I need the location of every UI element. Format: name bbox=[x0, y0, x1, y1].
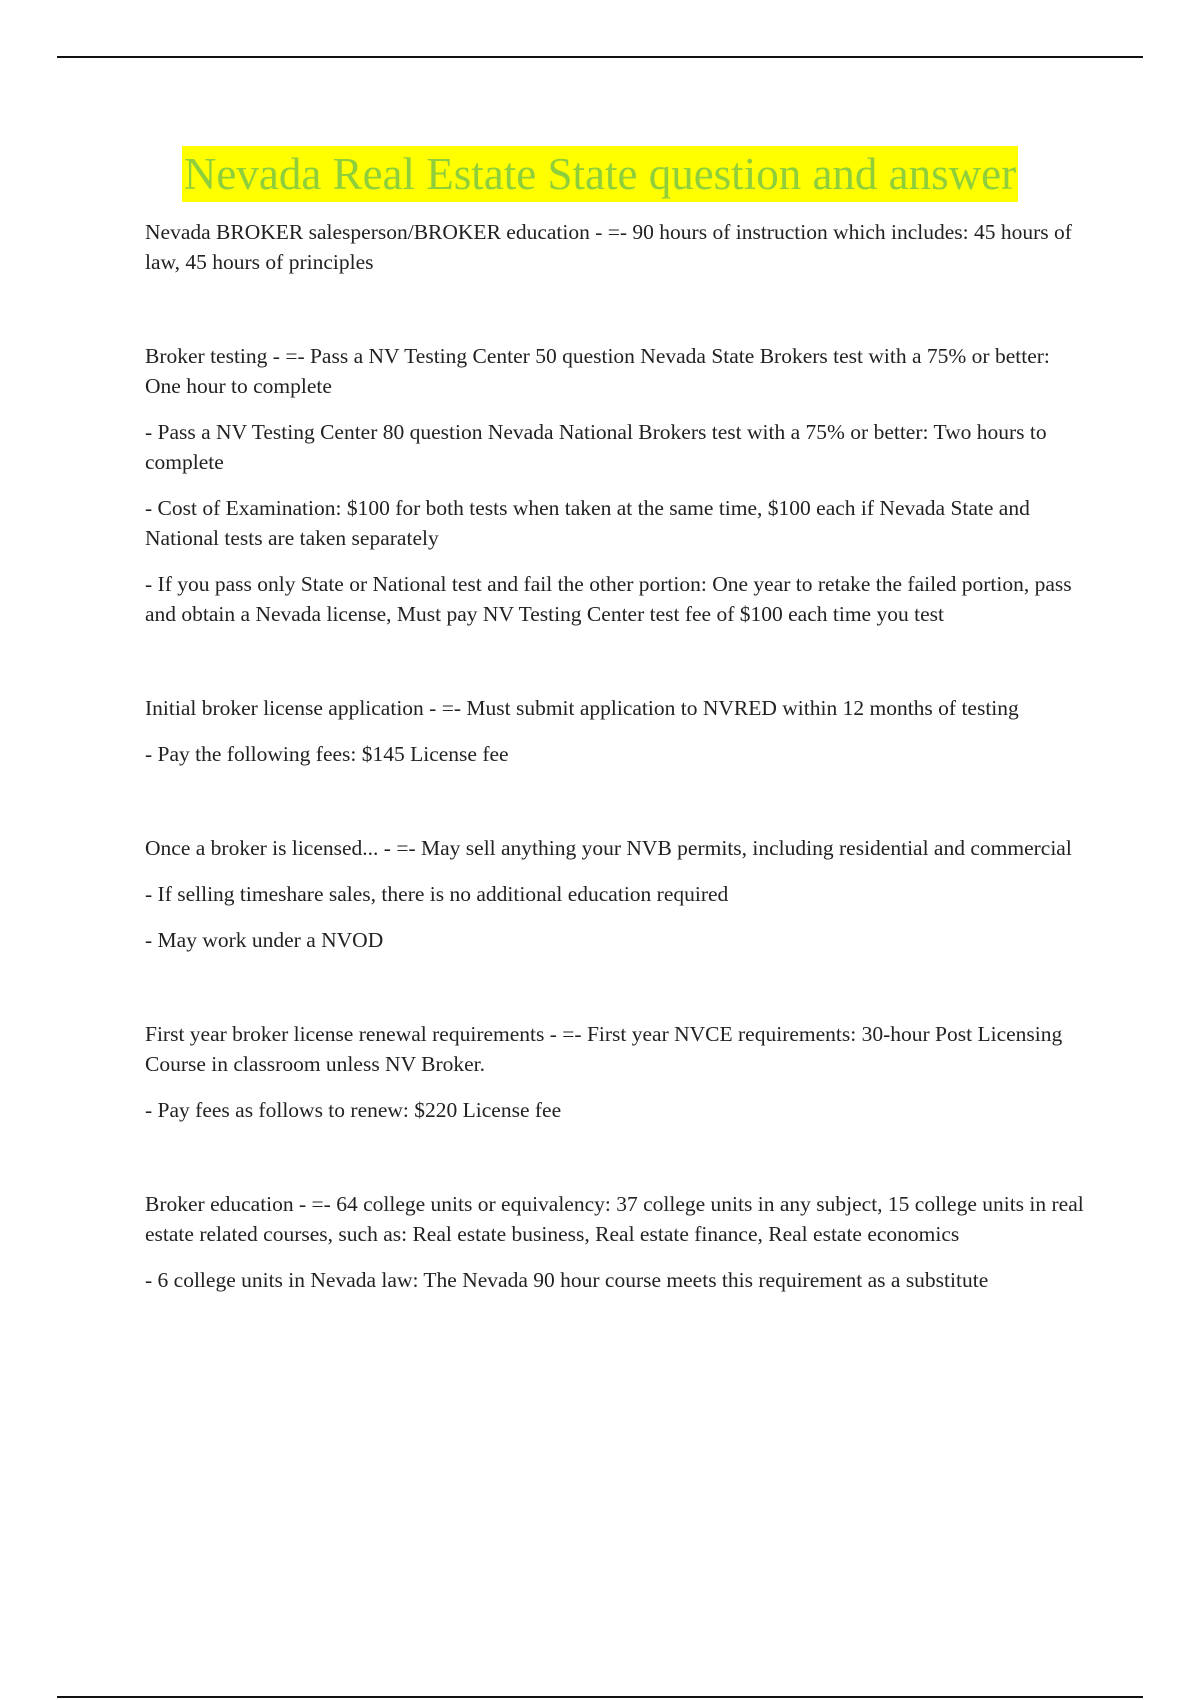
entry-line: Initial broker license application - =- Must submit application to NVRED within 12 months of testing bbox=[145, 696, 1019, 720]
entry-line: - Pay the following fees: $145 License fee bbox=[145, 742, 509, 766]
entry-line: - If selling timeshare sales, there is no additional education required bbox=[145, 882, 729, 906]
bottom-rule bbox=[57, 1696, 1143, 1698]
entry-line: - If you pass only State or National test and fail the other portion: One year to retake the failed portion, pass and obtain a Nevada license, Must pay NV Testing Center test fee of $100 each time you test bbox=[145, 572, 1072, 626]
entry-line: Nevada BROKER salesperson/BROKER education - =- 90 hours of instruction which includes: 45 hours of law, 45 hours of principles bbox=[145, 220, 1072, 274]
entry-line: Broker education - =- 64 college units or equivalency: 37 college units in any subject, 15 college units in real estate related courses, such as: Real estate business, Real estate finance, Real estate economics bbox=[145, 1192, 1084, 1246]
top-rule bbox=[57, 56, 1143, 58]
qa-entry-broker-testing bbox=[145, 341, 1085, 629]
entry-line: - Cost of Examination: $100 for both tests when taken at the same time, $100 each if Nevada State and National tests are taken separately bbox=[145, 496, 1030, 550]
document-body bbox=[145, 217, 1085, 1359]
entry-line: - May work under a NVOD bbox=[145, 928, 384, 952]
entry-line: - Pass a NV Testing Center 80 question Nevada National Brokers test with a 75% or better: Two hours to complete bbox=[145, 420, 1047, 474]
title-container bbox=[0, 146, 1200, 202]
qa-entry-first-year-renewal bbox=[145, 1019, 1085, 1125]
entry-line: First year broker license renewal requirements - =- First year NVCE requirements: 30-hour Post Licensing Course in classroom unless NV Broker. bbox=[145, 1022, 1063, 1076]
qa-entry-broker-college-education bbox=[145, 1189, 1085, 1295]
qa-entry-once-licensed bbox=[145, 833, 1085, 955]
entry-line: - 6 college units in Nevada law: The Nevada 90 hour course meets this requirement as a substitute bbox=[145, 1268, 989, 1292]
entry-line: Once a broker is licensed... - =- May sell anything your NVB permits, including residential and commercial bbox=[145, 836, 1072, 860]
page-title: Nevada Real Estate State question and answer bbox=[182, 146, 1018, 202]
entry-line: Broker testing - =- Pass a NV Testing Center 50 question Nevada State Brokers test with a 75% or better: One hour to complete bbox=[145, 344, 1050, 398]
entry-line: - Pay fees as follows to renew: $220 License fee bbox=[145, 1098, 562, 1122]
qa-entry-broker-education-hours bbox=[145, 217, 1085, 277]
qa-entry-initial-license-application bbox=[145, 693, 1085, 769]
